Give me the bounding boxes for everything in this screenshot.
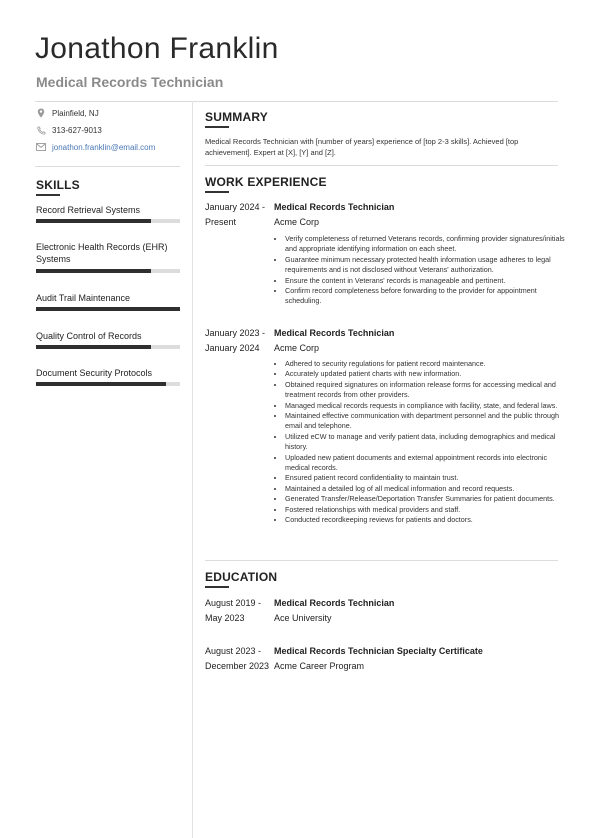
column-divider — [192, 101, 193, 838]
work-experience-heading-underline — [205, 191, 229, 193]
summary-heading-underline — [205, 126, 229, 128]
job-bullet-list — [274, 234, 571, 307]
skill-name: Record Retrieval Systems — [36, 205, 141, 215]
list-item: • Conducted recordkeeping reviews for patients and doctors. — [285, 515, 571, 525]
list-item: • Managed medical records requests in compliance with facility, state, and federal laws. — [285, 401, 571, 411]
job-company: Acme Corp — [274, 217, 320, 227]
skill-level-bar — [36, 382, 180, 386]
skill-level-bar — [36, 219, 180, 223]
education-dates: August 2023 - December 2023 — [205, 646, 270, 671]
skill-level-bar — [36, 269, 180, 273]
education-school: Acme Career Program — [274, 661, 365, 671]
skill-level-bar — [36, 345, 180, 349]
contact-divider — [35, 166, 180, 167]
skill-level-fill — [36, 382, 166, 386]
list-item: • Accurately updated patient charts with new information. — [285, 369, 571, 379]
list-item: • Maintained a detailed log of all medical information and record requests. — [285, 484, 571, 494]
work-experience-heading: WORK EXPERIENCE — [205, 175, 327, 189]
list-item: • Verify completeness of returned Veterans records, confirming provider signatures/initials and appropriate identifying information on each sheet. — [285, 234, 571, 255]
skill-level-fill — [36, 307, 180, 311]
contact-phone — [36, 125, 102, 135]
skill-name: Audit Trail Maintenance — [36, 293, 131, 303]
list-item: • Ensure the content in Veterans' records is manageable and pertinent. — [285, 276, 571, 286]
education-degree: Medical Records Technician — [274, 598, 395, 608]
job-company: Acme Corp — [274, 343, 320, 353]
contact-email[interactable] — [36, 142, 155, 152]
candidate-name: Jonathon Franklin — [35, 32, 279, 65]
summary-text: Medical Records Technician with [number of years] experience of [top 2-3 skills]. Achieved [top achievement]. Expert at [X], [Y] and [Z]. — [205, 137, 519, 157]
summary-divider — [205, 165, 558, 166]
phone-icon — [36, 125, 46, 135]
skill-name: Document Security Protocols — [36, 368, 153, 378]
list-item: • Guarantee minimum necessary protected health information usage adheres to legal requirements and is not disclosed without Veterans' authorization. — [285, 255, 571, 276]
envelope-icon — [36, 142, 46, 152]
header-divider — [35, 101, 558, 102]
list-item: • Confirm record completeness before forwarding to the provider for appointment scheduling. — [285, 286, 571, 307]
list-item: • Ensured patient record confidentiality to maintain trust. — [285, 473, 571, 483]
list-item: • Fostered relationships with medical providers and staff. — [285, 505, 571, 515]
list-item: • Maintained effective communication with department personnel and the public through email and telephone. — [285, 411, 571, 432]
experience-divider — [205, 560, 558, 561]
skill-level-bar — [36, 307, 180, 311]
job-role: Medical Records Technician — [274, 328, 395, 338]
phone-text: 313-627-9013 — [52, 125, 102, 135]
contact-location — [36, 108, 99, 118]
job-role: Medical Records Technician — [274, 202, 395, 212]
list-item: • Obtained required signatures on information release forms for accessing medical and treatment records from other providers. — [285, 380, 571, 401]
email-link[interactable]: jonathon.franklin@email.com — [52, 142, 156, 152]
skill-level-fill — [36, 219, 151, 223]
summary-heading: SUMMARY — [205, 110, 268, 124]
list-item: • Generated Transfer/Release/Deportation Transfer Summaries for patient documents. — [285, 494, 571, 504]
list-item: • Uploaded new patient documents and external appointment records into electronic medical records. — [285, 453, 571, 474]
list-item: • Adhered to security regulations for patient record maintenance. — [285, 359, 571, 369]
job-dates: January 2024 - Present — [205, 202, 266, 227]
skill-name: Quality Control of Records — [36, 331, 142, 341]
education-dates: August 2019 - May 2023 — [205, 598, 262, 623]
skills-heading: SKILLS — [36, 178, 80, 192]
education-heading: EDUCATION — [205, 570, 278, 584]
location-text: Plainfield, NJ — [52, 108, 99, 118]
job-dates: January 2023 - January 2024 — [205, 328, 266, 353]
skill-level-fill — [36, 345, 151, 349]
education-school: Ace University — [274, 613, 332, 623]
job-bullet-list — [274, 359, 571, 526]
education-heading-underline — [205, 586, 229, 588]
education-degree: Medical Records Technician Specialty Certificate — [274, 646, 483, 656]
skills-heading-underline — [36, 194, 60, 196]
skill-name: Electronic Health Records (EHR) Systems — [36, 242, 168, 264]
skill-level-fill — [36, 269, 151, 273]
location-pin-icon — [36, 108, 46, 118]
list-item: • Utilized eCW to manage and verify patient data, including demographics and medical history. — [285, 432, 571, 453]
candidate-title: Medical Records Technician — [36, 74, 224, 90]
